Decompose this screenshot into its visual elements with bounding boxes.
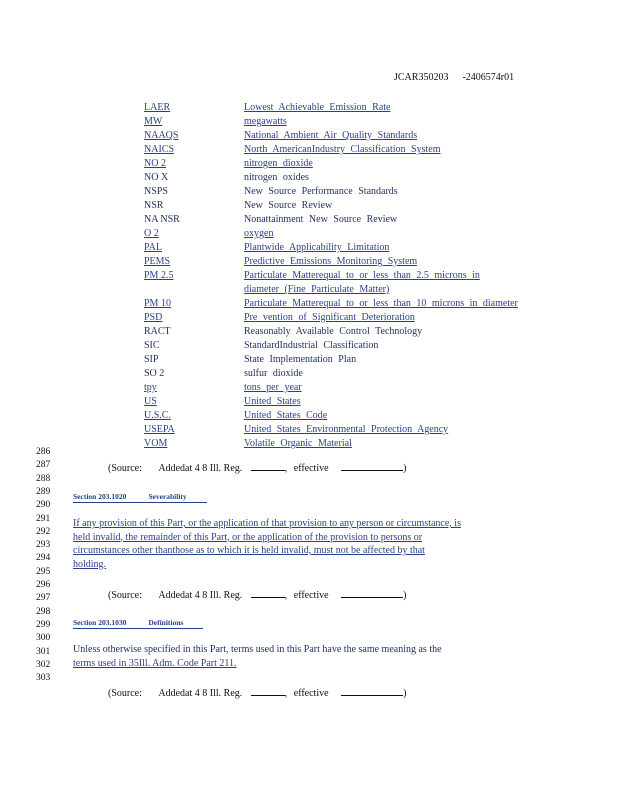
abbreviation-row bbox=[144, 129, 564, 143]
abbreviation-term: SO 2 bbox=[144, 368, 165, 379]
abbreviation-term: tpy bbox=[144, 382, 157, 393]
source-sep: , bbox=[284, 688, 288, 699]
source-note bbox=[108, 588, 406, 601]
definition-line: Volatile Organic Material bbox=[244, 438, 352, 449]
definition-line: nitrogen dioxide bbox=[244, 158, 313, 169]
line-number: 287 bbox=[36, 460, 51, 471]
source-note bbox=[108, 686, 406, 699]
definition-line: National Ambient Air Quality Standards bbox=[244, 130, 418, 141]
line-number: 292 bbox=[36, 526, 51, 537]
definition-line: United States Code bbox=[244, 410, 328, 421]
paragraph-line: Unless otherwise specified in this Part, terms used in this Part have the same meaning as the bbox=[73, 644, 442, 655]
effective-label: effective bbox=[293, 463, 329, 474]
abbreviation-definition bbox=[244, 409, 564, 423]
line-number: 288 bbox=[36, 473, 51, 484]
abbreviation-row bbox=[144, 339, 564, 353]
source-text: Addedat 4 8 Ill. Reg. bbox=[158, 463, 243, 474]
abbreviation-definition bbox=[244, 437, 564, 451]
abbreviation-term: U.S.C. bbox=[144, 410, 171, 421]
definition-line: tons per year bbox=[244, 382, 302, 393]
abbreviation-definition bbox=[244, 381, 564, 395]
definition-line: Predictive Emissions Monitoring System bbox=[244, 256, 418, 267]
effective-label: effective bbox=[293, 688, 329, 699]
doc-revision: -2406574r01 bbox=[462, 72, 515, 83]
paragraph-line: terms used in 35Ill. Adm. Code Part 211. bbox=[73, 657, 237, 669]
abbreviation-row bbox=[144, 185, 564, 199]
definition-line: Pre vention of Significant Deterioration bbox=[244, 312, 415, 323]
section-title: Definitions bbox=[148, 618, 184, 627]
effective-blank bbox=[341, 588, 403, 598]
abbreviation-definition bbox=[244, 297, 564, 311]
section-title: Severability bbox=[148, 492, 187, 501]
abbreviation-table bbox=[144, 101, 564, 451]
abbreviation-definition bbox=[244, 241, 564, 255]
abbreviation-definition bbox=[244, 185, 564, 199]
definition-line: Particulate Matterequal to or less than 10 microns in diameter bbox=[244, 298, 518, 309]
definitions-paragraph bbox=[73, 645, 545, 669]
section-number: Section 203.1020 bbox=[73, 492, 127, 501]
line-number: 296 bbox=[36, 580, 51, 590]
line-number: 293 bbox=[36, 540, 51, 551]
definition-line: Plantwide Applicability Limitation bbox=[244, 242, 390, 253]
line-number: 290 bbox=[36, 500, 51, 511]
abbreviation-row bbox=[144, 227, 564, 241]
abbreviation-row bbox=[144, 171, 564, 185]
abbreviation-definition bbox=[244, 143, 564, 157]
abbreviation-definition bbox=[244, 339, 564, 353]
definition-line: North AmericanIndustry Classification System bbox=[244, 144, 441, 155]
source-note bbox=[108, 461, 406, 474]
doc-id: JCAR350203 bbox=[394, 72, 449, 83]
definition-line: StandardIndustrial Classification bbox=[244, 340, 379, 351]
paragraph-line: If any provision of this Part, or the application of that provision to any person or circumstance, is bbox=[73, 518, 461, 529]
abbreviation-term: PM 2.5 bbox=[144, 270, 174, 281]
abbreviation-term: NA NSR bbox=[144, 214, 180, 225]
source-label: (Source: bbox=[108, 688, 142, 699]
section-number: Section 203.1030 bbox=[73, 618, 127, 627]
abbreviation-definition bbox=[244, 395, 564, 409]
abbreviation-row bbox=[144, 353, 564, 367]
abbreviation-term: USEPA bbox=[144, 424, 175, 435]
abbreviation-term: LAER bbox=[144, 102, 171, 113]
definition-line: diameter (Fine Particulate Matter) bbox=[244, 284, 390, 295]
abbreviation-row bbox=[144, 255, 564, 269]
source-close: ) bbox=[403, 463, 407, 474]
abbreviation-term: SIP bbox=[144, 354, 159, 365]
abbreviation-term: US bbox=[144, 396, 157, 407]
definition-line: megawatts bbox=[244, 116, 287, 127]
volume-blank bbox=[251, 686, 285, 696]
abbreviation-row bbox=[144, 297, 564, 311]
abbreviation-term: NSPS bbox=[144, 186, 168, 197]
source-label: (Source: bbox=[108, 590, 142, 601]
page-header bbox=[380, 72, 514, 83]
source-sep: , bbox=[284, 463, 288, 474]
abbreviation-row bbox=[144, 325, 564, 339]
line-number: 298 bbox=[36, 606, 51, 617]
severability-paragraph bbox=[73, 519, 545, 570]
abbreviation-term: NAICS bbox=[144, 144, 175, 155]
abbreviation-row bbox=[144, 143, 564, 157]
abbreviation-row bbox=[144, 409, 564, 423]
effective-blank bbox=[341, 686, 403, 696]
line-number: 295 bbox=[36, 566, 51, 577]
definition-line: New Source Review bbox=[244, 200, 333, 211]
line-number: 294 bbox=[36, 553, 51, 564]
abbreviation-definition bbox=[244, 325, 564, 339]
definition-line: oxygen bbox=[244, 228, 274, 239]
definition-line: United States Environmental Protection Agency bbox=[244, 424, 449, 435]
section-heading-1030 bbox=[73, 618, 203, 629]
abbreviation-definition bbox=[244, 255, 564, 269]
abbreviation-term: NAAQS bbox=[144, 130, 179, 141]
abbreviation-term: NO X bbox=[144, 172, 169, 183]
abbreviation-term: RACT bbox=[144, 326, 171, 337]
abbreviation-term: SIC bbox=[144, 340, 160, 351]
definition-line: Reasonably Available Control Technology bbox=[244, 326, 423, 337]
abbreviation-definition bbox=[244, 157, 564, 171]
volume-blank bbox=[251, 461, 285, 471]
source-text: Addedat 4 8 Ill. Reg. bbox=[158, 590, 243, 601]
source-close: ) bbox=[403, 688, 407, 699]
abbreviation-row bbox=[144, 395, 564, 409]
abbreviation-term: PAL bbox=[144, 242, 162, 253]
abbreviation-row bbox=[144, 199, 564, 213]
abbreviation-row bbox=[144, 115, 564, 129]
source-label: (Source: bbox=[108, 463, 142, 474]
abbreviation-row bbox=[144, 157, 564, 171]
paragraph-line: held invalid, the remainder of this Part, or the application of the provision to persons or bbox=[73, 531, 423, 543]
effective-blank bbox=[341, 461, 403, 471]
definition-line: sulfur dioxide bbox=[244, 368, 303, 379]
line-number: 286 bbox=[36, 447, 51, 457]
abbreviation-term: PEMS bbox=[144, 256, 171, 267]
volume-blank bbox=[251, 588, 285, 598]
abbreviation-definition bbox=[244, 101, 564, 115]
abbreviation-definition bbox=[244, 311, 564, 325]
line-number: 289 bbox=[36, 486, 51, 497]
line-number: 301 bbox=[36, 646, 51, 657]
abbreviation-definition bbox=[244, 199, 564, 213]
line-number: 302 bbox=[36, 659, 51, 670]
abbreviation-definition bbox=[244, 423, 564, 437]
source-close: ) bbox=[403, 590, 407, 601]
effective-label: effective bbox=[293, 590, 329, 601]
line-number: 300 bbox=[36, 633, 51, 644]
source-text: Addedat 4 8 Ill. Reg. bbox=[158, 688, 243, 699]
definition-line: United States bbox=[244, 396, 301, 407]
abbreviation-definition bbox=[244, 269, 564, 297]
abbreviation-row bbox=[144, 381, 564, 395]
definition-line: Lowest Achievable Emission Rate bbox=[244, 102, 391, 113]
definition-line: nitrogen oxides bbox=[244, 172, 309, 183]
abbreviation-term: PM 10 bbox=[144, 298, 171, 309]
paragraph-line: circumstances other thanthose as to which it is held invalid, must not be affected by that bbox=[73, 545, 425, 556]
definition-line: State Implementation Plan bbox=[244, 354, 357, 365]
abbreviation-row bbox=[144, 241, 564, 255]
abbreviation-row bbox=[144, 213, 564, 227]
abbreviation-row bbox=[144, 437, 564, 451]
abbreviation-term: MW bbox=[144, 116, 163, 127]
abbreviation-definition bbox=[244, 227, 564, 241]
abbreviation-row bbox=[144, 311, 564, 325]
section-heading-1020 bbox=[73, 492, 207, 503]
definition-line: Particulate Matterequal to or less than 2.5 microns in bbox=[244, 270, 480, 281]
abbreviation-row bbox=[144, 367, 564, 381]
abbreviation-term: NO 2 bbox=[144, 158, 166, 169]
source-sep: , bbox=[284, 590, 288, 601]
abbreviation-definition bbox=[244, 213, 564, 227]
abbreviation-definition bbox=[244, 353, 564, 367]
line-number: 297 bbox=[36, 593, 51, 604]
definition-line: New Source Performance Standards bbox=[244, 186, 398, 197]
paragraph-line: holding. bbox=[73, 558, 107, 570]
abbreviation-definition bbox=[244, 115, 564, 129]
abbreviation-row bbox=[144, 423, 564, 437]
line-number: 303 bbox=[36, 673, 51, 684]
abbreviation-row bbox=[144, 269, 564, 297]
abbreviation-term: VOM bbox=[144, 438, 168, 449]
abbreviation-term: O 2 bbox=[144, 228, 159, 239]
definition-line: Nonattainment New Source Review bbox=[244, 214, 398, 225]
line-number: 291 bbox=[36, 513, 51, 524]
abbreviation-definition bbox=[244, 171, 564, 185]
abbreviation-definition bbox=[244, 129, 564, 143]
abbreviation-term: NSR bbox=[144, 200, 164, 211]
abbreviation-term: PSD bbox=[144, 312, 163, 323]
line-number: 299 bbox=[36, 619, 51, 630]
abbreviation-row bbox=[144, 101, 564, 115]
abbreviation-definition bbox=[244, 367, 564, 381]
